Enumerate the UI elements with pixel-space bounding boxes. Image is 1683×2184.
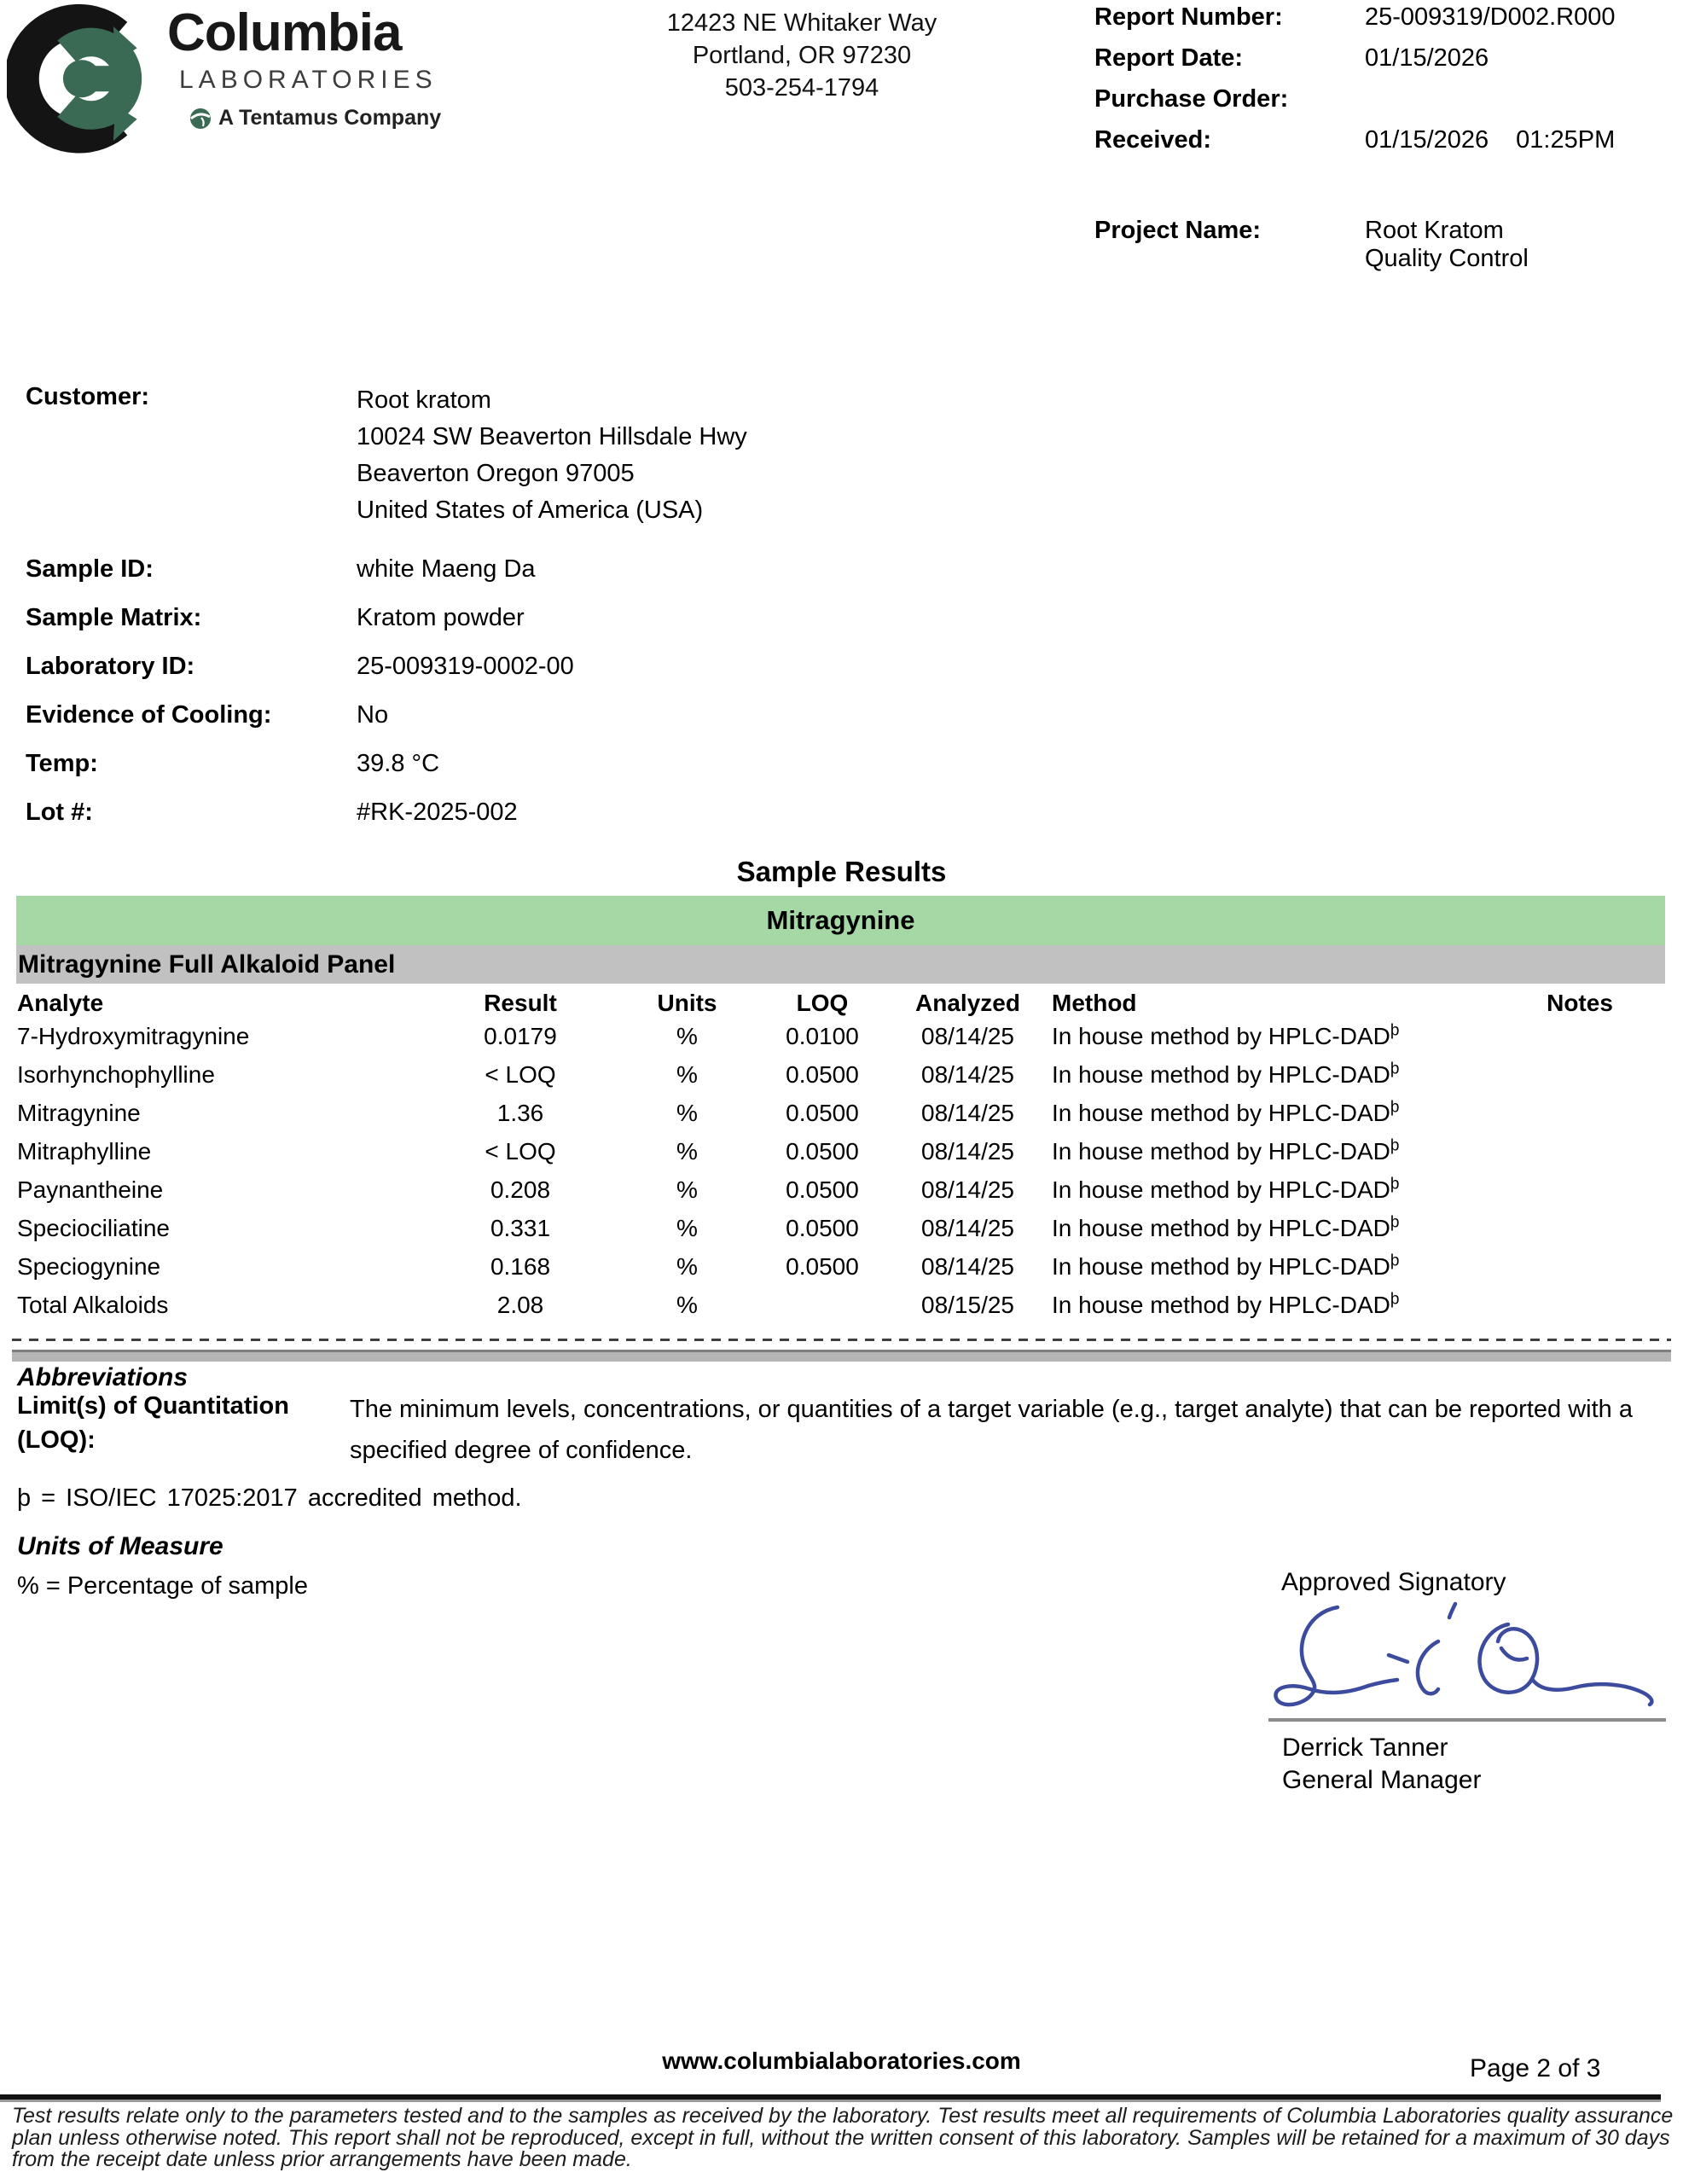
page-number: Page 2 of 3	[1470, 2054, 1601, 2082]
table-row	[0, 1095, 1683, 1134]
customer-address	[357, 382, 747, 529]
columbia-logo-icon	[7, 2, 165, 166]
footer-disclaimer: Test results relate only to the parameters tested and to the samples as received by the laboratory. Test results meet all requirements of Columbia Laboratories quality assurance plan unless otherwise noted. This report shall not be reproduced, except in full, without the written consent of this laboratory. Samples will be retained for a maximum of 30 days from the receipt date unless prior arrangements have been made.	[12, 2104, 1674, 2171]
result-cell: < LOQ	[485, 1138, 556, 1165]
purchase-order-row	[1094, 85, 1683, 113]
section-divider-bar	[12, 1350, 1671, 1362]
result-cell: 1.36	[496, 1100, 544, 1126]
result-cell: 0.208	[490, 1176, 551, 1203]
table-row	[0, 1287, 1683, 1326]
evidence-cooling-value: No	[357, 701, 389, 729]
accredited-method-superscript: þ	[1390, 1175, 1400, 1194]
loq-cell: 0.0500	[786, 1100, 859, 1126]
loq-cell: 0.0100	[786, 1023, 859, 1049]
result-cell: 0.168	[490, 1253, 551, 1280]
customer-line: 10024 SW Beaverton Hillsdale Hwy	[357, 423, 747, 450]
analyte-cell: Paynantheine	[17, 1176, 164, 1203]
lot-label: Lot #:	[26, 799, 93, 826]
report-info-block	[1094, 3, 1683, 286]
section-banner-text: Mitragynine	[766, 905, 915, 935]
method-cell: In house method by HPLC-$DAD^þ$	[1052, 1098, 1400, 1126]
analyte-cell: Isorhynchophylline	[17, 1061, 215, 1088]
units-cell: %	[676, 1138, 698, 1165]
accredited-method-superscript: þ	[1390, 1060, 1400, 1078]
units-cell: %	[676, 1215, 698, 1241]
lab-address	[597, 7, 1007, 104]
abbreviations-heading: Abbreviations	[17, 1363, 189, 1391]
section-banner	[16, 896, 1665, 945]
column-header-method: Method	[1052, 990, 1137, 1016]
table-row	[0, 1019, 1683, 1057]
report-number-value: 25-009319/D002.R000	[1365, 3, 1616, 31]
report-date-row	[1094, 44, 1683, 73]
method-cell: In house method by HPLC-$DAD^þ$	[1052, 1136, 1400, 1165]
analyzed-cell: 08/14/25	[921, 1023, 1014, 1049]
column-header-analyte: Analyte	[17, 990, 104, 1016]
loq-cell: 0.0500	[786, 1176, 859, 1203]
laboratory-id-row	[26, 652, 1666, 700]
accredited-method-superscript: þ	[1390, 1098, 1400, 1117]
analyte-cell: 7-Hydroxymitragynine	[17, 1023, 250, 1049]
loq-cell: 0.0500	[786, 1215, 859, 1241]
laboratory-id-value: 25-009319-0002-00	[357, 653, 574, 680]
sample-info-block	[26, 555, 1666, 846]
method-cell: In house method by HPLC-$DAD^þ$	[1052, 1021, 1400, 1049]
report-number-label: Report Number:	[1094, 3, 1283, 31]
panel-banner	[16, 945, 1665, 984]
customer-label: Customer:	[26, 383, 150, 410]
result-cell: 0.331	[490, 1215, 551, 1241]
analyzed-cell: 08/14/25	[921, 1061, 1014, 1088]
lab-address-line2: Portland, OR 97230	[692, 42, 912, 69]
percent-definition: % = Percentage of sample	[17, 1572, 308, 1600]
result-cell: 2.08	[496, 1292, 544, 1318]
column-header-result: Result	[484, 990, 557, 1016]
analyte-cell: Mitragynine	[17, 1100, 141, 1126]
footer-divider	[0, 2094, 1661, 2102]
accreditation-note: þ = ISO/IEC 17025:2017 accredited method.	[17, 1484, 522, 1512]
loq-definition-row	[17, 1389, 1668, 1471]
analyte-cell: Total Alkaloids	[17, 1292, 169, 1318]
dashed-divider	[12, 1339, 1671, 1341]
logo-name: Columbia	[167, 3, 402, 62]
sample-id-label: Sample ID:	[26, 555, 154, 583]
analyzed-cell: 08/14/25	[921, 1215, 1014, 1241]
accredited-method-superscript: þ	[1390, 1213, 1400, 1232]
lot-value: #RK-2025-002	[357, 799, 518, 826]
analyzed-cell: 08/14/25	[921, 1100, 1014, 1126]
result-cell: 0.0179	[484, 1023, 557, 1049]
table-row	[0, 1134, 1683, 1172]
received-time-value: 01:25PM	[1516, 126, 1616, 154]
units-cell: %	[676, 1100, 698, 1126]
analyzed-cell: 08/14/25	[921, 1138, 1014, 1165]
tentamus-leaf-icon	[189, 107, 212, 130]
table-row	[0, 1057, 1683, 1095]
received-date-value: 01/15/2026	[1365, 126, 1489, 154]
accredited-method-superscript: þ	[1390, 1021, 1400, 1040]
analyte-cell: Speciociliatine	[17, 1215, 170, 1241]
signatory-title: General Manager	[1282, 1766, 1482, 1794]
loq-definition-label: Limit(s) of Quantitation (LOQ):	[17, 1392, 289, 1454]
loq-cell: 0.0500	[786, 1253, 859, 1280]
temp-row	[26, 749, 1666, 798]
analyte-cell: Mitraphylline	[17, 1138, 152, 1165]
footer-website: www.columbialaboratories.com	[662, 2048, 1021, 2074]
loq-definition-text: The minimum levels, concentrations, or quantities of a target variable (e.g., target analyte) that can be reported with a specified degree of confidence.	[350, 1396, 1633, 1464]
units-cell: %	[676, 1023, 698, 1049]
report-number-row	[1094, 3, 1683, 32]
evidence-cooling-row	[26, 700, 1666, 749]
laboratory-id-label: Laboratory ID:	[26, 653, 195, 680]
sample-id-value: white Maeng Da	[357, 555, 536, 583]
customer-block	[26, 382, 1666, 529]
accredited-method-superscript: þ	[1390, 1136, 1400, 1155]
logo-text-block	[167, 5, 449, 131]
lab-address-line1: 12423 NE Whitaker Way	[666, 9, 937, 37]
panel-banner-text: Mitragynine Full Alkaloid Panel	[18, 950, 396, 979]
table-row	[0, 1172, 1683, 1211]
project-name-row	[1094, 217, 1683, 273]
purchase-order-label: Purchase Order:	[1094, 85, 1289, 113]
received-label: Received:	[1094, 126, 1212, 154]
received-row	[1094, 126, 1683, 154]
approved-signatory-label: Approved Signatory	[1281, 1568, 1506, 1596]
temp-value: 39.8 °C	[357, 750, 440, 777]
analyte-cell: Speciogynine	[17, 1253, 161, 1280]
method-cell: In house method by HPLC-$DAD^þ$	[1052, 1060, 1400, 1088]
result-cell: < LOQ	[485, 1061, 556, 1088]
sample-matrix-value: Kratom powder	[357, 604, 525, 631]
signature-image	[1261, 1597, 1668, 1716]
project-name-value: Root Kratom Quality Control	[1365, 217, 1529, 272]
loq-cell: 0.0500	[786, 1061, 859, 1088]
customer-line: Beaverton Oregon 97005	[357, 460, 635, 487]
logo-subtitle: LABORATORIES	[179, 66, 438, 94]
signatory-identity	[1282, 1732, 1481, 1797]
method-cell: In house method by HPLC-$DAD^þ$	[1052, 1213, 1400, 1241]
sample-matrix-row	[26, 603, 1666, 652]
analyzed-cell: 08/15/25	[921, 1292, 1014, 1318]
logo-tagline: A Tentamus Company	[218, 106, 442, 130]
table-row	[0, 1211, 1683, 1249]
units-cell: %	[676, 1253, 698, 1280]
column-header-analyzed: Analyzed	[915, 990, 1020, 1016]
sample-results-title: Sample Results	[736, 856, 947, 887]
signatory-name: Derrick Tanner	[1282, 1734, 1448, 1762]
customer-line: Root kratom	[357, 386, 491, 414]
method-cell: In house method by HPLC-$DAD^þ$	[1052, 1175, 1400, 1203]
signature-line	[1268, 1718, 1666, 1722]
method-cell: In house method by HPLC-$DAD^þ$	[1052, 1290, 1400, 1318]
table-row	[0, 1249, 1683, 1287]
units-cell: %	[676, 1061, 698, 1088]
accredited-method-superscript: þ	[1390, 1290, 1400, 1309]
lot-row	[26, 798, 1666, 846]
units-of-measure-heading: Units of Measure	[17, 1532, 223, 1560]
project-name-label: Project Name:	[1094, 217, 1262, 244]
column-header-units: Units	[657, 990, 717, 1016]
accredited-method-superscript: þ	[1390, 1252, 1400, 1270]
units-cell: %	[676, 1292, 698, 1318]
temp-label: Temp:	[26, 750, 98, 777]
customer-line: United States of America (USA)	[357, 497, 704, 524]
report-date-value: 01/15/2026	[1365, 44, 1489, 72]
method-cell: In house method by HPLC-$DAD^þ$	[1052, 1252, 1400, 1280]
units-cell: %	[676, 1176, 698, 1203]
analyzed-cell: 08/14/25	[921, 1176, 1014, 1203]
sample-id-row	[26, 555, 1666, 603]
report-date-label: Report Date:	[1094, 44, 1244, 72]
evidence-cooling-label: Evidence of Cooling:	[26, 701, 272, 729]
column-header-notes: Notes	[1547, 990, 1613, 1016]
column-header-loq: LOQ	[796, 990, 849, 1016]
loq-cell: 0.0500	[786, 1138, 859, 1165]
sample-matrix-label: Sample Matrix:	[26, 604, 202, 631]
analyzed-cell: 08/14/25	[921, 1253, 1014, 1280]
lab-address-line3: 503-254-1794	[724, 74, 879, 102]
